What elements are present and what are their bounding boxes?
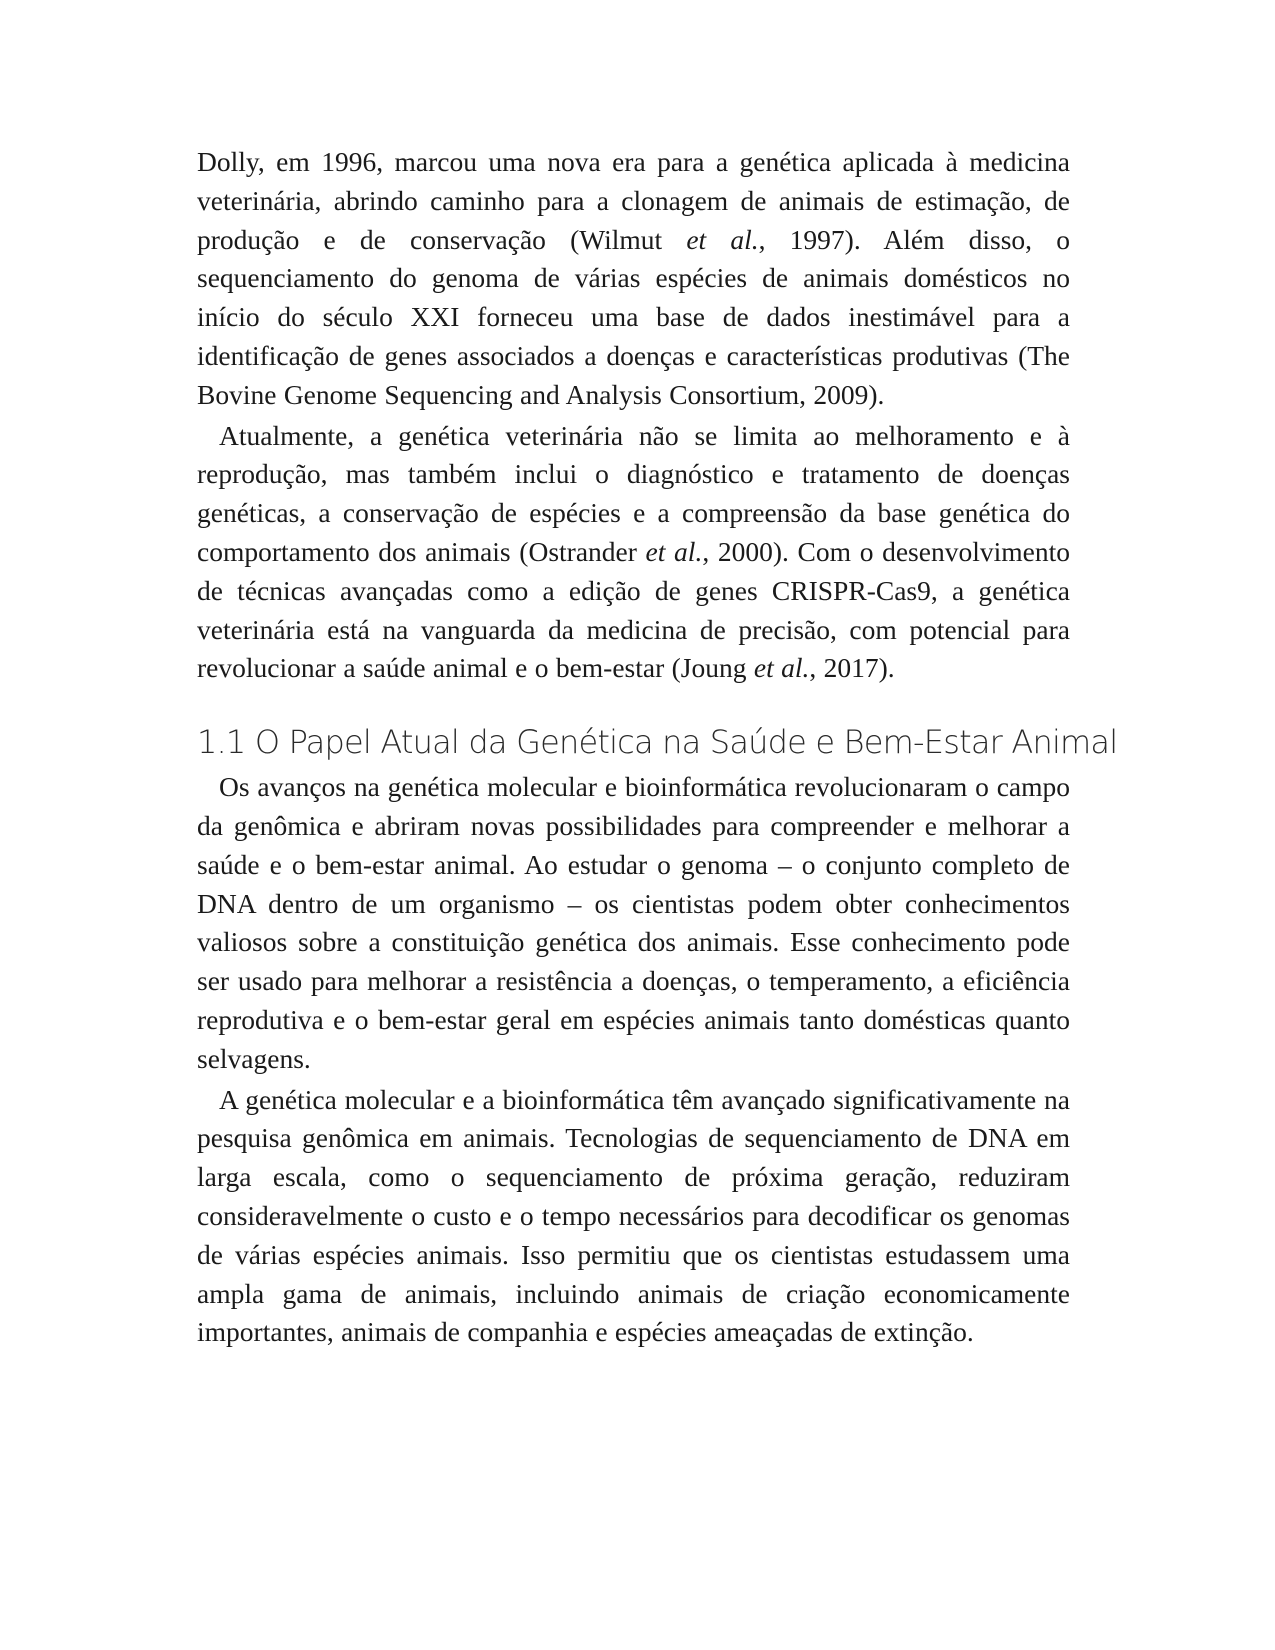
citation-et-al: et al. xyxy=(753,652,810,684)
paragraph-dolly-text-1: Dolly, em 1996, marcou uma nova era para a genética aplicada à medicina veterinária, abrindo caminho para a clonagem de animais de estimação, de produção e de conservação (Wilmut xyxy=(197,146,1070,255)
paragraph-dolly xyxy=(197,143,1070,415)
paragraph-atualmente xyxy=(197,417,1070,689)
section-heading: 1.1 O Papel Atual da Genética na Saúde e Bem-Estar Animal xyxy=(197,723,1118,762)
citation-et-al: et al. xyxy=(686,223,759,255)
paragraph-dolly-text-2: , 1997). Além disso, o sequenciamento do genoma de várias espécies de animais domésticos no início do século XXI forneceu uma base de dados inestimável para a identificação de genes associados a doenças e características produtivas (The Bovine Genome Sequencing and Analysis Consortium, 2009). xyxy=(197,223,1070,410)
citation-et-al: et al. xyxy=(645,535,703,567)
paragraph-genetica-molecular: A genética molecular e a bioinformática têm avançado significativamente na pesquisa genômica em animais. Tecnologias de sequenciamento de DNA em larga escala, como o sequenciamento de próxima geração, reduziram consideravelmente o custo e o tempo necessários para decodificar os genomas de várias espécies animais. Isso permitiu que os cientistas estudassem uma ampla gama de animais, incluindo animais de criação economicamente importantes, animais de companhia e espécies ameaçadas de extinção. xyxy=(197,1083,1070,1348)
paragraph-atualmente-text-1: Atualmente, a genética veterinária não se limita ao melhoramento e à reprodução, mas também inclui o diagnóstico e tratamento de doenças genéticas, a conservação de espécies e a compreensão da base genética do comportamento dos animais (Ostrander xyxy=(197,419,1070,567)
paragraph-atualmente-text-3: , 2017). xyxy=(809,652,895,684)
paragraph-atualmente-text-2: , 2000). Com o desenvolvimento de técnicas avançadas como a edição de genes CRISPR-Cas9, a genética veterinária está na vanguarda da medicina de precisão, com potencial para revolucionar a saúde animal e o bem-estar (Joung xyxy=(197,535,1070,684)
paragraph-avancos: Os avanços na genética molecular e bioinformática revolucionaram o campo da genômica e abriram novas possibilidades para compreender e melhorar a saúde e o bem-estar animal. Ao estudar o genoma – o conjunto completo de DNA dentro de um organismo – os cientistas podem obter conhecimentos valiosos sobre a constituição genética dos animais. Esse conhecimento pode ser usado para melhorar a resistência a doenças, o temperamento, a eficiência reprodutiva e o bem-estar geral em espécies animais tanto domésticas quanto selvagens. xyxy=(197,771,1070,1074)
document-page xyxy=(197,143,1118,1354)
